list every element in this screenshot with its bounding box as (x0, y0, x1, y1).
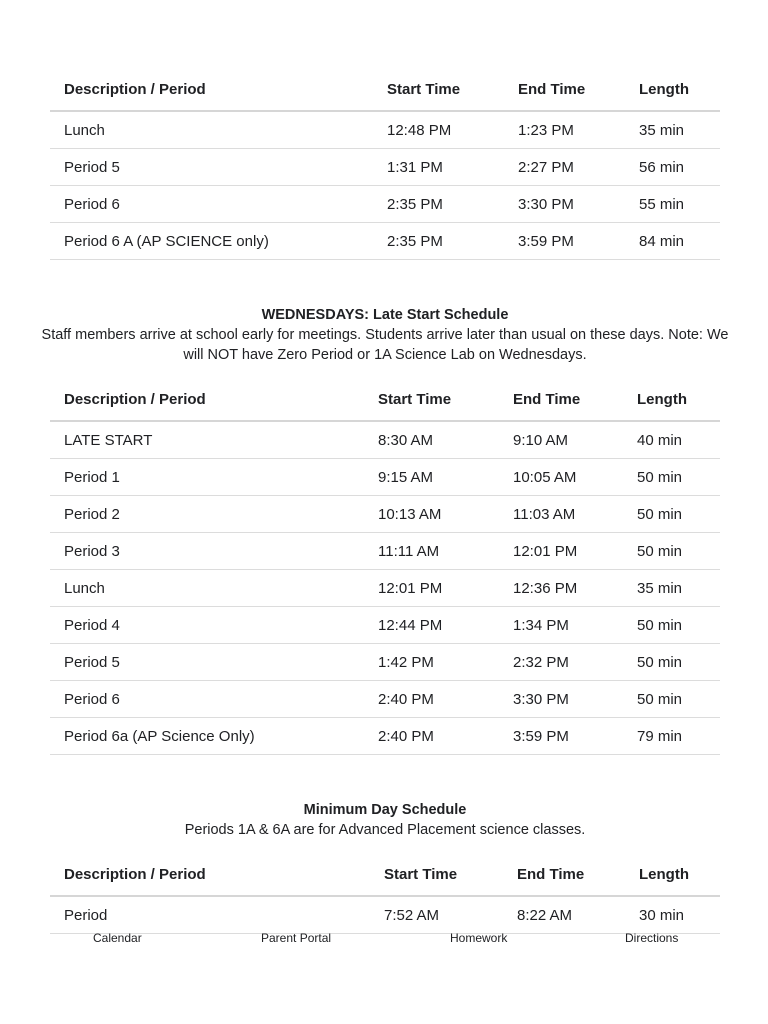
cell-start-time: 7:52 AM (370, 896, 503, 934)
cell-end-time: 12:01 PM (499, 533, 623, 570)
cell-start-time: 12:48 PM (373, 111, 504, 149)
table-row (50, 607, 720, 644)
cell-description: Lunch (50, 111, 373, 149)
table-header-row (50, 378, 720, 421)
cell-description: Period 6 (50, 186, 373, 223)
regular-schedule-table (50, 68, 720, 260)
nav-link-calendar[interactable]: Calendar (93, 931, 142, 945)
column-header-start-time: Start Time (373, 68, 504, 111)
cell-start-time: 10:13 AM (364, 496, 499, 533)
nav-link-directions[interactable]: Directions (625, 931, 679, 945)
table-row (50, 681, 720, 718)
wednesday-schedule-heading (40, 305, 730, 365)
cell-end-time: 1:23 PM (504, 111, 625, 149)
cell-length: 40 min (623, 421, 720, 459)
table-row (50, 459, 720, 496)
cell-end-time: 3:30 PM (499, 681, 623, 718)
section-note: Staff members arrive at school early for meetings. Students arrive later than usual on these days. Note: We will NOT have Zero Period or 1A Science Lab on Wednesdays. (41, 327, 729, 363)
cell-length: 30 min (625, 896, 720, 934)
table-row (50, 421, 720, 459)
cell-start-time: 11:11 AM (364, 533, 499, 570)
table-row (50, 111, 720, 149)
section-title: WEDNESDAYS: Late Start Schedule (261, 307, 509, 323)
cell-start-time: 12:01 PM (364, 570, 499, 607)
table-row (50, 570, 720, 607)
table-row (50, 223, 720, 260)
cell-length: 79 min (623, 718, 720, 755)
cell-description: Period 1 (50, 459, 364, 496)
section-note: Periods 1A & 6A are for Advanced Placement science classes. (184, 822, 586, 838)
cell-length: 50 min (623, 644, 720, 681)
cell-start-time: 2:35 PM (373, 223, 504, 260)
column-header-end-time: End Time (504, 68, 625, 111)
cell-description: Period 6a (AP Science Only) (50, 718, 364, 755)
cell-length: 56 min (625, 149, 720, 186)
cell-description: Lunch (50, 570, 364, 607)
late-start-schedule-table (50, 378, 720, 755)
table-row (50, 186, 720, 223)
cell-description: Period (50, 896, 370, 934)
cell-length: 50 min (623, 496, 720, 533)
cell-end-time: 2:27 PM (504, 149, 625, 186)
cell-description: Period 6 A (AP SCIENCE only) (50, 223, 373, 260)
column-header-start-time: Start Time (370, 853, 503, 896)
column-header-description: Description / Period (50, 378, 364, 421)
cell-end-time: 3:59 PM (499, 718, 623, 755)
cell-start-time: 1:31 PM (373, 149, 504, 186)
column-header-length: Length (625, 853, 720, 896)
cell-end-time: 3:59 PM (504, 223, 625, 260)
table-row (50, 718, 720, 755)
table-header-row (50, 853, 720, 896)
table-row (50, 896, 720, 934)
nav-link-homework[interactable]: Homework (450, 931, 508, 945)
cell-length: 50 min (623, 607, 720, 644)
column-header-description: Description / Period (50, 853, 370, 896)
cell-description: Period 5 (50, 644, 364, 681)
column-header-description: Description / Period (50, 68, 373, 111)
cell-end-time: 1:34 PM (499, 607, 623, 644)
cell-end-time: 3:30 PM (504, 186, 625, 223)
cell-start-time: 12:44 PM (364, 607, 499, 644)
cell-description: Period 2 (50, 496, 364, 533)
cell-start-time: 9:15 AM (364, 459, 499, 496)
minimum-day-schedule-heading (40, 800, 730, 840)
cell-start-time: 1:42 PM (364, 644, 499, 681)
column-header-start-time: Start Time (364, 378, 499, 421)
cell-description: Period 3 (50, 533, 364, 570)
table-row (50, 149, 720, 186)
cell-length: 84 min (625, 223, 720, 260)
table-row (50, 533, 720, 570)
cell-description: LATE START (50, 421, 364, 459)
cell-start-time: 8:30 AM (364, 421, 499, 459)
cell-start-time: 2:40 PM (364, 681, 499, 718)
cell-end-time: 2:32 PM (499, 644, 623, 681)
column-header-length: Length (623, 378, 720, 421)
cell-description: Period 4 (50, 607, 364, 644)
nav-link-parent-portal[interactable]: Parent Portal (261, 931, 332, 945)
column-header-length: Length (625, 68, 720, 111)
cell-description: Period 5 (50, 149, 373, 186)
cell-description: Period 6 (50, 681, 364, 718)
cell-start-time: 2:40 PM (364, 718, 499, 755)
cell-end-time: 11:03 AM (499, 496, 623, 533)
cell-length: 35 min (623, 570, 720, 607)
cell-end-time: 8:22 AM (503, 896, 625, 934)
column-header-end-time: End Time (499, 378, 623, 421)
minimum-day-schedule-table (50, 853, 720, 934)
table-header-row (50, 68, 720, 111)
section-title: Minimum Day Schedule (303, 802, 467, 818)
table-row (50, 496, 720, 533)
cell-length: 50 min (623, 681, 720, 718)
cell-length: 50 min (623, 533, 720, 570)
cell-length: 55 min (625, 186, 720, 223)
cell-end-time: 12:36 PM (499, 570, 623, 607)
cell-length: 35 min (625, 111, 720, 149)
column-header-end-time: End Time (503, 853, 625, 896)
bottom-nav-bar (0, 929, 768, 949)
table-row (50, 644, 720, 681)
cell-end-time: 10:05 AM (499, 459, 623, 496)
cell-end-time: 9:10 AM (499, 421, 623, 459)
cell-start-time: 2:35 PM (373, 186, 504, 223)
cell-length: 50 min (623, 459, 720, 496)
